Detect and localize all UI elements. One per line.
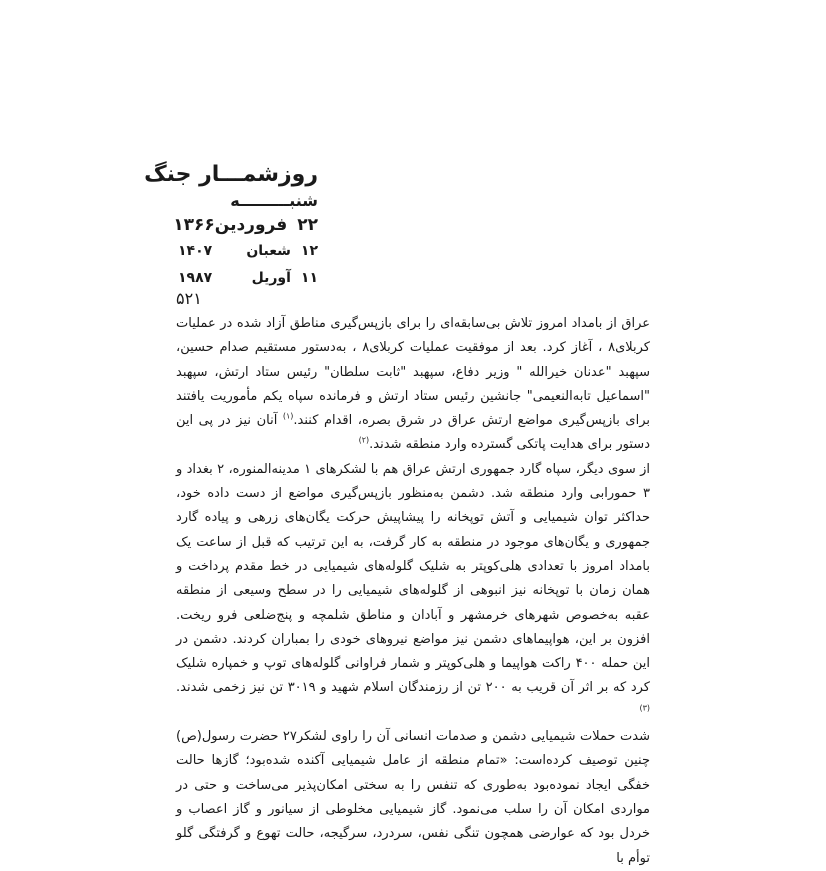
lunar-month: شعبان (246, 243, 291, 259)
footnote-ref: (۳) (639, 703, 650, 713)
paragraph-text: آنان نیز در پی این دستور برای هدایت پاتکی گسترده وارد منطقه شدند. (176, 413, 650, 453)
gregorian-month: آوریل (251, 270, 291, 286)
paragraph-text: شدت حملات شیمیایی دشمن و صدمات انسانی آن را راوی لشکر۲۷ حضرت رسول(ص) چنین توصیف کرده‌است: «تمام منطقه از عامل شیمیایی آکنده شده‌بود؛ گازها حالت خفگی ایجاد نموده‌بود به‌طوری که تنفس را به سختی امکان‌پذیر می‌ساخت و حتی در مواردی امکان آن را سلب می‌نمود. گاز شیمیایی مخلوطی از سیانور و گاز اعصاب و خردل بود که عوارضی همچون تنگی نفس، سردرد، سرگیجه، حالت تهوع و گرفتگی گلو توأم با (176, 729, 650, 866)
lunar-date-row (178, 238, 318, 265)
paragraph-1 (176, 312, 650, 458)
paragraph-text: از سوی دیگر، سپاه گارد جمهوری ارتش عراق هم با لشکرهای ۱ مدینه‌المنوره، ۲ بغداد و ۳ حمورابی وارد منطقه شد. دشمن به‌منظور بازپس‌گیری مواضع از دست داده خود، حداکثر توان شیمیایی و آتش توپخانه را پیشاپیش حرکت یگان‌های زرهی و پیاده گارد جمهوری و یگان‌های موجود در منطقه به کار گرفت، به این ترتیب که قبل از ساعت یک بامداد امروز با تعدادی هلی‌کوپتر به شلیک گلوله‌های شیمیایی در خط مقدم پرداخت و همان زمان با توپخانه نیز انبوهی از گلوله‌های شیمیایی را در سطح وسیعی از منطقه عقبه به‌خصوص شهرهای خرمشهر و آبادان و مناطق شلمچه و پنج‌ضلعی فرو ریخت. افزون بر این، هواپیماهای دشمن نیز مواضع نیروهای خودی را بمباران کردند. دشمن در این حمله ۴۰۰ راکت هواپیما و هلی‌کوپتر و شمار فراوانی گلوله‌های توپ و خمپاره شلیک کرد که بر اثر آن قریب به ۲۰۰ تن از رزمندگان اسلام شهید و ۳۰۱۹ تن نیز زخمی شدند. (176, 461, 650, 696)
solar-year: ۱۳۶۶ (173, 215, 215, 235)
paragraph-3 (176, 725, 650, 871)
page-title: روزشمـــار جنگ (144, 162, 318, 187)
entry-body (176, 288, 650, 871)
solar-month: فروردین (214, 215, 288, 235)
footnote-ref: (۱) (282, 411, 294, 421)
entry-number: ۵۲۱ (176, 289, 202, 308)
solar-day: ۲۲ (297, 215, 318, 235)
paragraph-2 (176, 458, 650, 725)
weekday: شنبـــــــــه (230, 191, 318, 210)
paragraph-text: عراق از بامداد امروز تلاش بی‌سابقه‌ای را برای بازپس‌گیری مناطق آزاد شده در عملیات کربلای۸ ، آغاز کرد. بعد از موفقیت عملیات کربلای۸ ، به‌دستور مستقیم صدام حسین، سپهبد "عدنان خیرالله " وزیر دفاع، سپهبد "ثابت سلطان" رئیس ستاد ارتش، سپهبد "اسماعیل تابه‌النعیمی" جانشین رئیس ستاد ارتش و فرمانده سپاه یکم مأموریت یافتند برای بازپس‌گیری مواضع ارتش عراق در شرق بصره، اقدام کنند. (176, 316, 651, 429)
gregorian-day: ۱۱ (300, 270, 318, 286)
lunar-year: ۱۴۰۷ (178, 243, 213, 259)
lunar-day-month (246, 238, 318, 265)
date-header (144, 160, 318, 292)
solar-date-row (173, 212, 318, 238)
gregorian-year: ۱۹۸۷ (178, 270, 213, 286)
footnote-ref: (۲) (358, 436, 370, 446)
lunar-day: ۱۲ (300, 243, 318, 259)
solar-day-month (215, 212, 318, 238)
